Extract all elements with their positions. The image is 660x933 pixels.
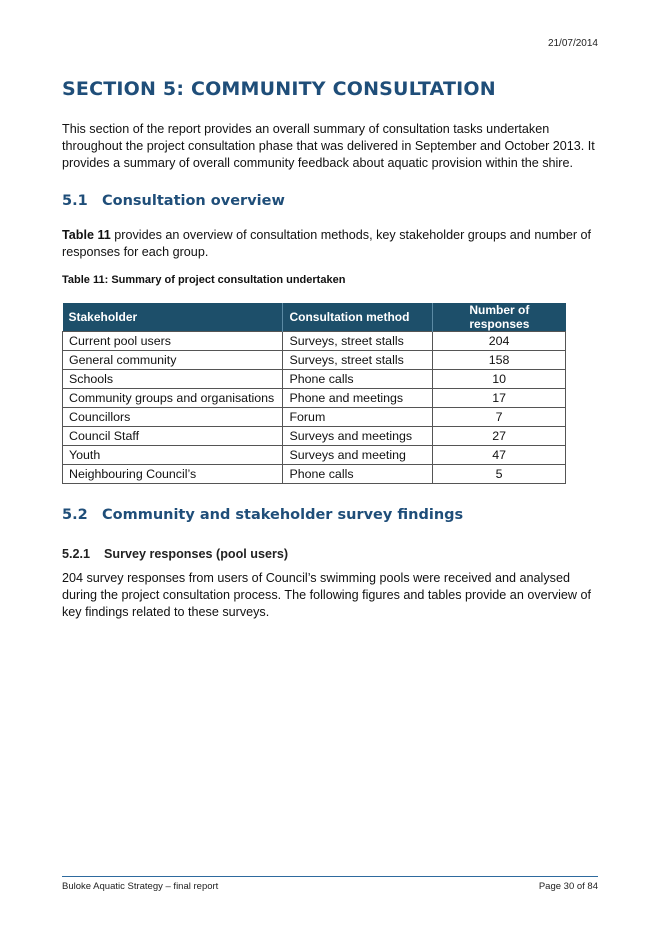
responses-cell: 27 <box>433 427 566 446</box>
table-row <box>63 446 566 465</box>
table-intro-text: provides an overview of consultation methods, key stakeholder groups and number of responses for each group. <box>62 228 592 259</box>
section-title: SECTION 5: COMMUNITY CONSULTATION <box>62 78 496 100</box>
method-cell: Surveys, street stalls <box>283 351 433 370</box>
subsection-number: 5.2 <box>62 507 88 523</box>
method-cell: Surveys and meetings <box>283 427 433 446</box>
stakeholder-cell: Councillors <box>63 408 283 427</box>
subsubsection-number: 5.2.1 <box>62 547 91 561</box>
method-cell: Phone calls <box>283 465 433 484</box>
column-header: Stakeholder <box>63 303 283 332</box>
table-row <box>63 370 566 389</box>
method-cell: Phone and meetings <box>283 389 433 408</box>
table-row <box>63 332 566 351</box>
consultation-table <box>62 303 566 484</box>
stakeholder-cell: Schools <box>63 370 283 389</box>
method-cell: Surveys, street stalls <box>283 332 433 351</box>
header-date: 21/07/2014 <box>547 38 598 49</box>
stakeholder-cell: General community <box>63 351 283 370</box>
subsection-heading-5-2 <box>62 507 463 523</box>
stakeholder-cell: Council Staff <box>63 427 283 446</box>
subsection-heading-5-1 <box>62 193 285 209</box>
subsubsection-heading-5-2-1 <box>62 547 288 561</box>
table-row <box>63 408 566 427</box>
column-header: Consultation method <box>283 303 433 332</box>
responses-cell: 158 <box>433 351 566 370</box>
subsection-title: Community and stakeholder survey findings <box>102 507 464 523</box>
stakeholder-cell: Current pool users <box>63 332 283 351</box>
footer-document-title: Buloke Aquatic Strategy – final report <box>62 881 219 892</box>
method-cell: Forum <box>283 408 433 427</box>
survey-paragraph: 204 survey responses from users of Council’s swimming pools were received and analysed during the project consultation process. The following figures and tables provide an overview of key findings related to these surveys. <box>62 571 592 619</box>
table-header-row <box>63 303 566 332</box>
table-reference: Table 11 <box>62 228 111 242</box>
method-cell: Surveys and meeting <box>283 446 433 465</box>
responses-cell: 5 <box>433 465 566 484</box>
responses-cell: 10 <box>433 370 566 389</box>
table-caption: Table 11: Summary of project consultation undertaken <box>62 274 346 286</box>
stakeholder-cell: Community groups and organisations <box>63 389 283 408</box>
table-intro-paragraph <box>62 227 602 261</box>
column-header: Number of responses <box>433 303 566 332</box>
responses-cell: 7 <box>433 408 566 427</box>
table-row <box>63 427 566 446</box>
stakeholder-cell: Neighbouring Council’s <box>63 465 283 484</box>
table-row <box>63 389 566 408</box>
subsection-number: 5.1 <box>62 193 88 209</box>
responses-cell: 204 <box>433 332 566 351</box>
method-cell: Phone calls <box>283 370 433 389</box>
footer-divider <box>62 876 598 877</box>
table-row <box>63 351 566 370</box>
footer-page-number: Page 30 of 84 <box>538 881 598 892</box>
responses-cell: 17 <box>433 389 566 408</box>
subsection-title: Consultation overview <box>102 193 285 209</box>
intro-paragraph: This section of the report provides an overall summary of consultation tasks undertaken throughout the project consultation phase that was delivered in September and October 2013. It provides a summary of overall community feedback about aquatic provision within the shire. <box>62 122 595 170</box>
subsubsection-title: Survey responses (pool users) <box>104 547 289 561</box>
stakeholder-cell: Youth <box>63 446 283 465</box>
table-row <box>63 465 566 484</box>
responses-cell: 47 <box>433 446 566 465</box>
